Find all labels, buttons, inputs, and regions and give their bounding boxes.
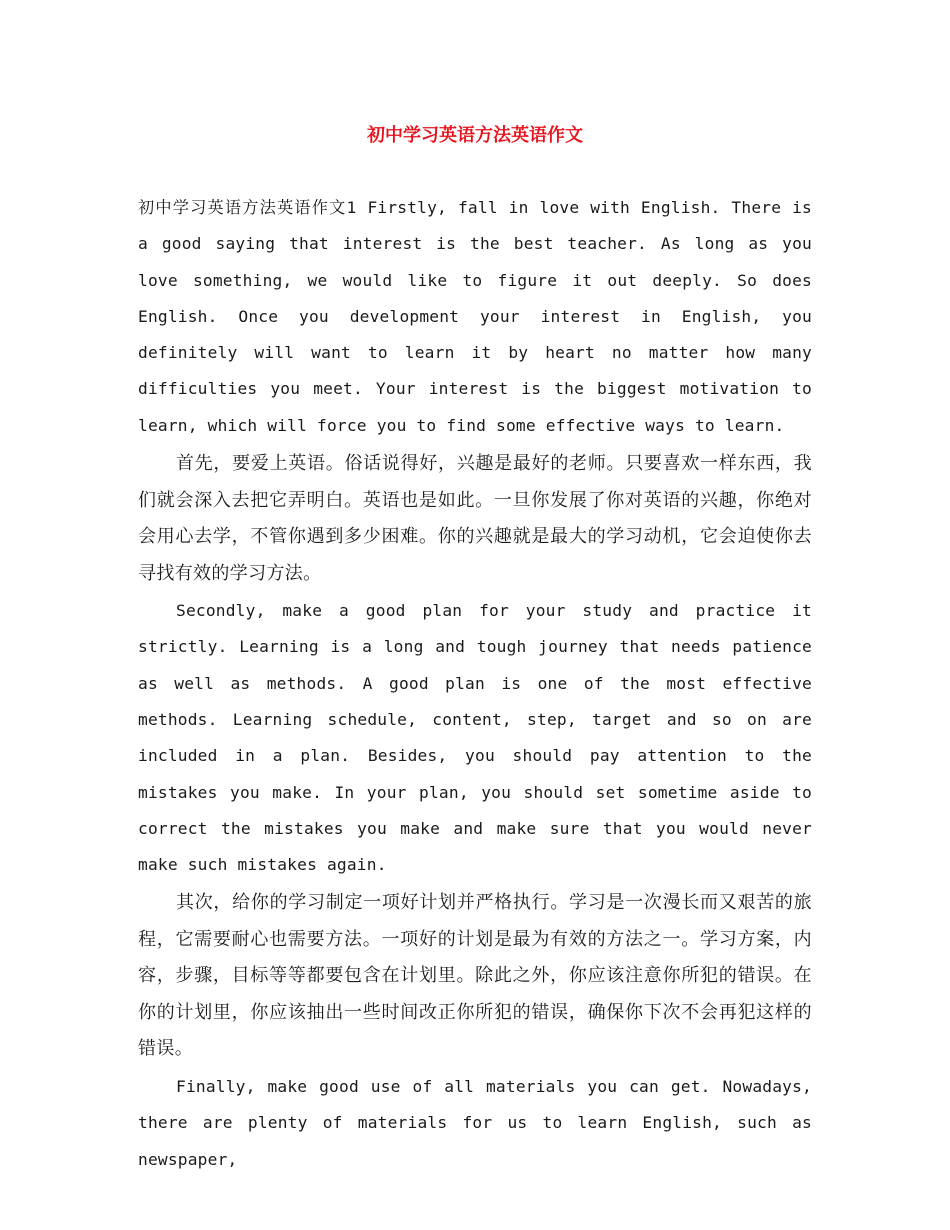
paragraph-5-english: Finally, make good use of all materials you can get. Nowadays, there are plenty of materials for us to learn English, such as newspaper, xyxy=(138,1076,812,1169)
paragraph-3-english: Secondly, make a good plan for your study and practice it strictly. Learning is a long and tough journey that needs patience as well as methods. A good plan is one of the most effective methods. Learning schedule, content, step, target and so on are included in a plan. Besides, you should pay attention to the mistakes you make. In your plan, you should set sometime aside to correct the mistakes you make and make sure that you would never make such mistakes again. xyxy=(138,601,812,875)
document-title: 初中学习英语方法英语作文 xyxy=(367,125,583,146)
document-body xyxy=(138,190,812,1178)
paragraph-2-chinese: 首先，要爱上英语。俗话说得好，兴趣是最好的老师。只要喜欢一样东西，我们就会深入去把它弄明白。英语也是如此。一旦你发展了你对英语的兴趣，你绝对会用心去学，不管你遇到多少困难。你的兴趣就是最大的学习动机，它会迫使你去寻找有效的学习方法。 xyxy=(138,453,812,584)
paragraph-1-english: 初中学习英语方法英语作文1 Firstly, fall in love with English. There is a good saying that interest is the best teacher. As long as you love something, we would like to figure it out deeply. So does English. Once you development your interest in English, you definitely will want to learn it by heart no matter how many difficulties you meet. Your interest is the biggest motivation to learn, which will force you to find some effective ways to learn. xyxy=(138,198,812,435)
paragraph-4-chinese: 其次，给你的学习制定一项好计划并严格执行。学习是一次漫长而又艰苦的旅程，它需要耐心也需要方法。一项好的计划是最为有效的方法之一。学习方案，内容，步骤，目标等等都要包含在计划里。除此之外，你应该注意你所犯的错误。在你的计划里，你应该抽出一些时间改正你所犯的错误，确保你下次不会再犯这样的错误。 xyxy=(138,892,812,1060)
